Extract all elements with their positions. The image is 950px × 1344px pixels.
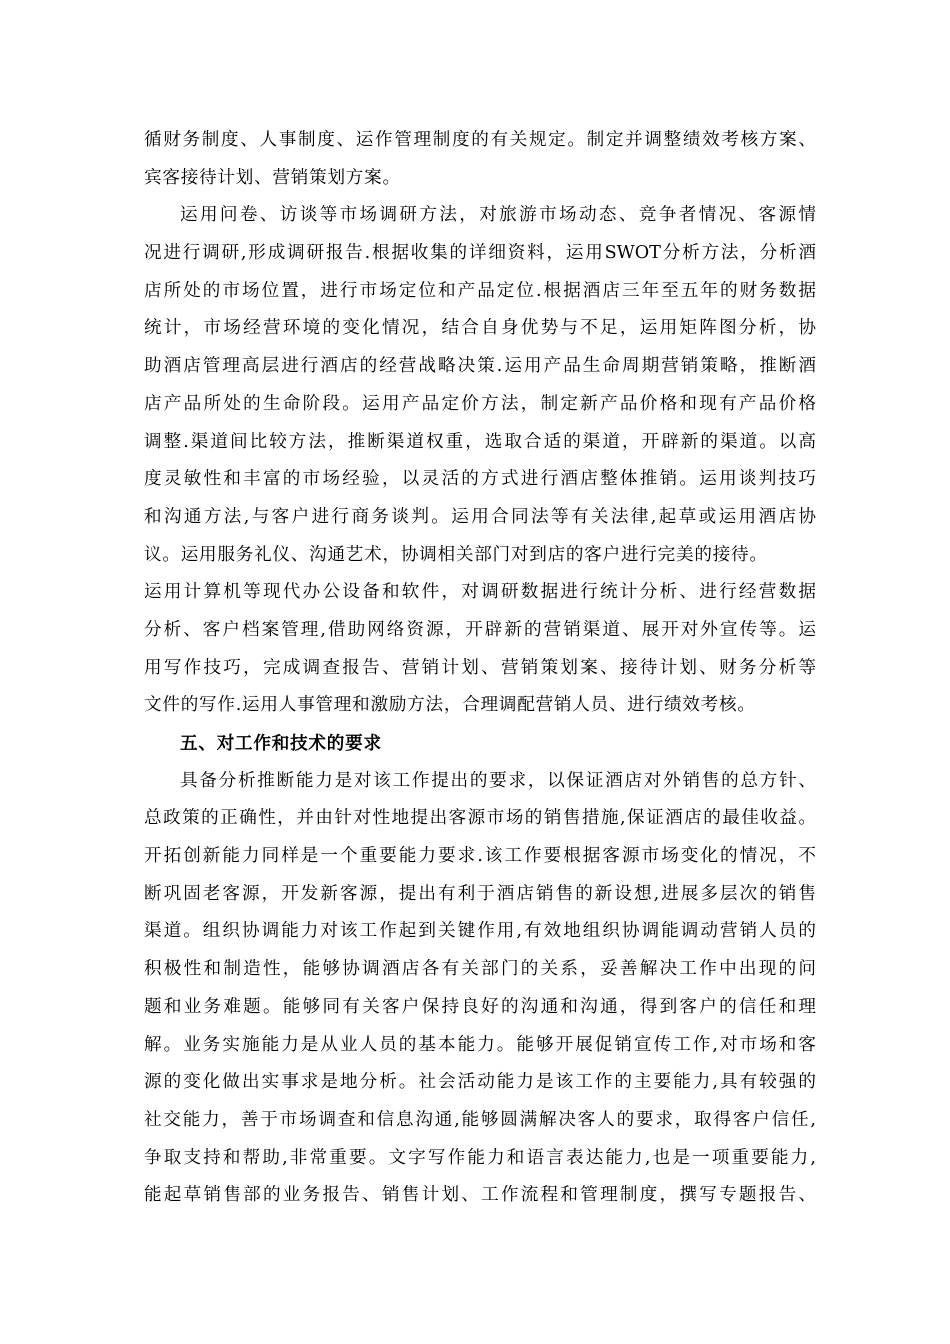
text-line: 调整.渠道间比较方法，推断渠道权重，选取合适的渠道，开辟新的渠道。以高 (144, 431, 816, 452)
text-line: 店所处的市场位置，进行市场定位和产品定位.根据酒店三年至五年的财务数据 (144, 280, 816, 301)
text-line: 助酒店管理高层进行酒店的经营战略决策.运用产品生命周期营销策略，推断酒 (144, 356, 816, 377)
text-line: 议。运用服务礼仪、沟通艺术，协调相关部门对到店的客户进行完美的接待。 (144, 544, 768, 565)
text-line: 源的变化做出实事求是地分析。社会活动能力是该工作的主要能力,具有较强的 (144, 1072, 816, 1093)
text-line: 和沟通方法,与客户进行商务谈判。运用合同法等有关法律,起草或运用酒店协 (144, 506, 816, 527)
text-line: 况进行调研,形成调研报告.根据收集的详细资料，运用SWOT分析方法，分析酒 (144, 243, 816, 264)
text-line: 文件的写作.运用人事管理和激励方法，合理调配营销人员、进行绩效考核。 (144, 695, 756, 716)
body-text (144, 122, 816, 1215)
text-line: 社交能力，善于市场调查和信息沟通,能够圆满解决客人的要求，取得客户信任, (144, 1109, 816, 1130)
paragraph-start-line: 具备分析推断能力是对该工作提出的要求，以保证酒店对外销售的总方针、 (180, 770, 816, 791)
text-line: 宾客接待计划、营销策划方案。 (144, 167, 401, 188)
text-line: 争取支持和帮助,非常重要。文字写作能力和语言表达能力,也是一项重要能力, (144, 1147, 816, 1168)
text-line: 店产品所处的生命阶段。运用产品定价方法，制定新产品价格和现有产品价格 (144, 393, 816, 414)
text-line: 度灵敏性和丰富的市场经验，以灵活的方式进行酒店整体推销。运用谈判技巧 (144, 469, 816, 490)
text-line: 题和业务难题。能够同有关客户保持良好的沟通和沟通，得到客户的信任和理 (144, 996, 816, 1017)
text-line: 断巩固老客源，开发新客源，提出有利于酒店销售的新设想,进展多层次的销售 (144, 883, 816, 904)
text-line: 开拓创新能力同样是一个重要能力要求.该工作要根据客源市场变化的情况，不 (144, 846, 816, 867)
text-line: 用写作技巧，完成调查报告、营销计划、营销策划案、接待计划、财务分析等 (144, 657, 816, 678)
text-line: 统计，市场经营环境的变化情况，结合自身优势与不足，运用矩阵图分析，协 (144, 318, 816, 339)
section-heading: 五、对工作和技术的要求 (180, 733, 382, 754)
text-line: 运用计算机等现代办公设备和软件，对调研数据进行统计分析、进行经营数据 (144, 582, 816, 603)
text-line: 积极性和制造性，能够协调酒店各有关部门的关系，妥善解决工作中出现的问 (144, 959, 816, 980)
text-line: 渠道。组织协调能力对该工作起到关键作用,有效地组织协调能调动营销人员的 (144, 921, 816, 942)
text-line: 总政策的正确性，并由针对性地提出客源市场的销售措施,保证酒店的最佳收益。 (144, 808, 816, 829)
text-line: 能起草销售部的业务报告、销售计划、工作流程和管理制度，撰写专题报告、 (144, 1185, 816, 1206)
text-line: 分析、客户档案管理,借助网络资源，开辟新的营销渠道、展开对外宣传等。运 (144, 619, 816, 640)
text-line: 循财务制度、人事制度、运作管理制度的有关规定。制定并调整绩效考核方案、 (144, 130, 816, 150)
paragraph-start-line: 运用问卷、访谈等市场调研方法，对旅游市场动态、竞争者情况、客源情 (180, 205, 816, 226)
text-line: 解。业务实施能力是从业人员的基本能力。能够开展促销宣传工作,对市场和客 (144, 1034, 816, 1055)
